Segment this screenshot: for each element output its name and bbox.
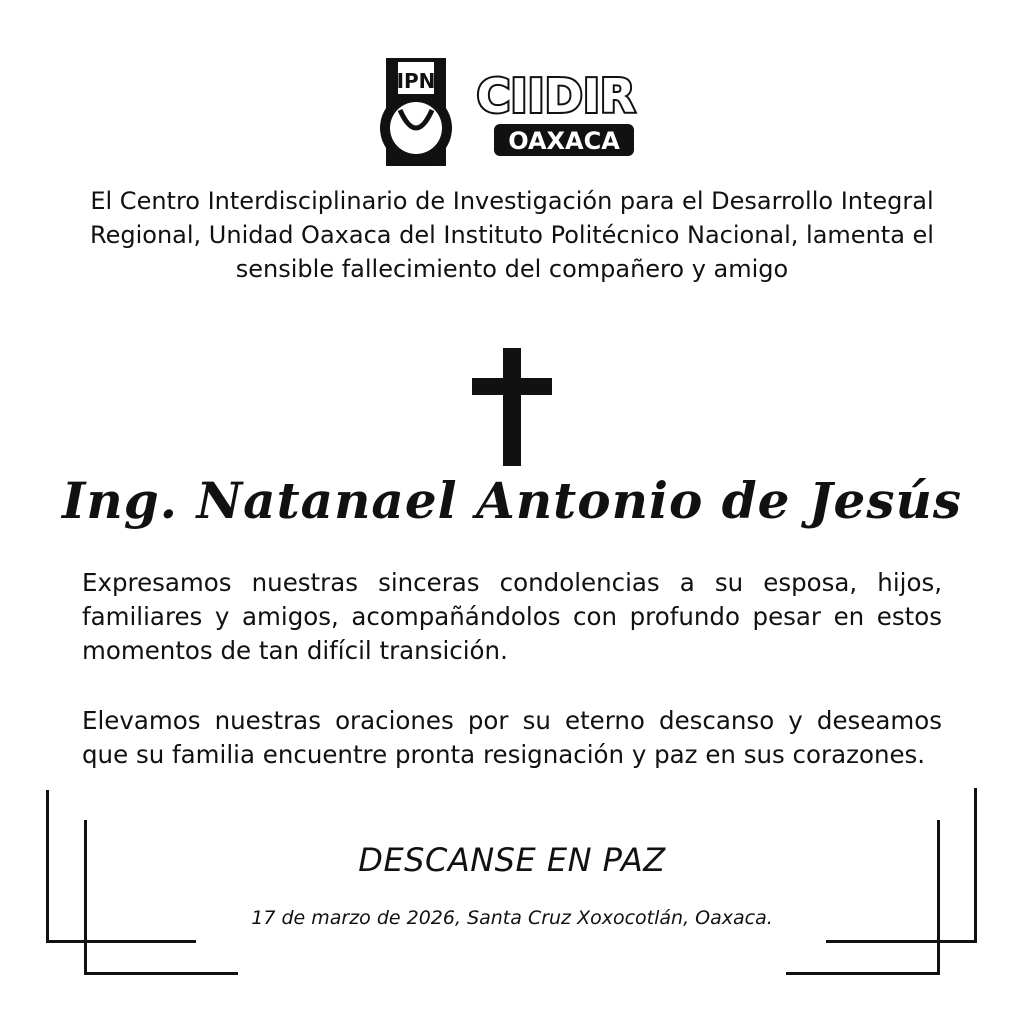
ciidir-logo-subtext: OAXACA [508,127,620,155]
closing-text: DESCANSE EN PAZ [358,841,666,879]
intro-text: El Centro Interdisciplinario de Investigación para el Desarrollo Integral Regional, Unidad Oaxaca del Instituto Politécnico Nacional, lamenta el sensible fallecimiento del compañero y amigo [90,187,934,283]
deceased-name: Ing. Natanael Antonio de Jesús [61,471,963,530]
ciidir-logo [477,69,636,156]
frame-right-inner-horizontal [786,972,940,975]
ipn-logo-text: IPN [396,69,436,93]
ipn-logo [380,58,452,166]
frame-left-inner-horizontal [84,972,238,975]
cross-icon [472,348,552,466]
header-logos [378,50,658,170]
condolence-paragraph: Expresamos nuestras sinceras condolencias a su esposa, hijos, familiares y amigos, acompañándolos con profundo pesar en estos momentos de tan difícil transición. [82,568,942,665]
prayer-paragraph: Elevamos nuestras oraciones por su eterno descanso y deseamos que su familia encuentre pronta resignación y paz en sus corazones. [82,706,942,769]
ciidir-logo-text: CIIDIR [476,69,636,123]
frame-left-outer-horizontal [46,940,196,943]
frame-right-outer-horizontal [826,940,977,943]
date-place-text: 17 de marzo de 2026, Santa Cruz Xoxocotlán, Oaxaca. [251,907,773,929]
